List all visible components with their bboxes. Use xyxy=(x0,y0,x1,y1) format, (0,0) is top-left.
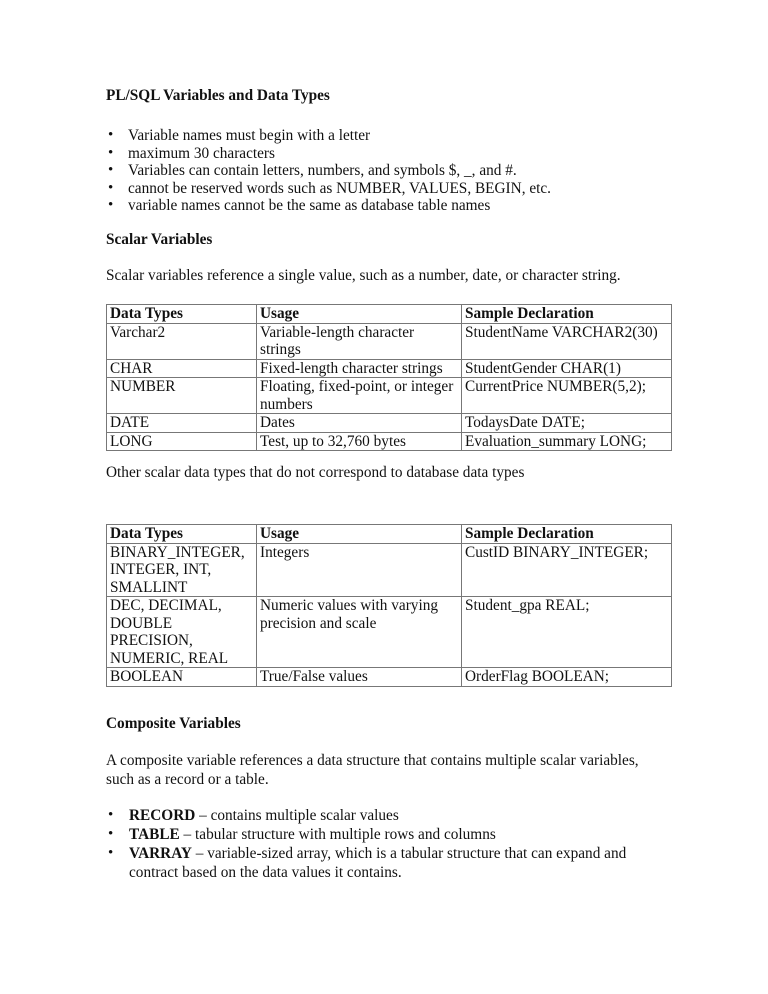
term: VARRAY xyxy=(129,845,192,862)
table-cell: OrderFlag BOOLEAN; xyxy=(462,668,672,687)
list-item: • maximum 30 characters xyxy=(106,145,666,163)
document-title: PL/SQL Variables and Data Types xyxy=(106,87,330,104)
table-cell: DEC, DECIMAL, DOUBLE PRECISION, NUMERIC, REAL xyxy=(107,597,257,668)
table-cell: Numeric values with varying precision and scale xyxy=(257,597,462,668)
table-cell: Evaluation_summary LONG; xyxy=(462,432,672,451)
composite-types-list xyxy=(106,806,666,882)
term-description: – variable-sized array, which is a tabular structure that can expand and contract based on the data values it contains. xyxy=(129,845,627,881)
list-item: • variable names cannot be the same as database table names xyxy=(106,197,666,215)
table-header-row xyxy=(107,305,672,324)
table-header-cell: Data Types xyxy=(107,525,257,544)
list-item xyxy=(106,844,666,882)
table-cell: TodaysDate DATE; xyxy=(462,414,672,433)
list-item xyxy=(106,806,666,825)
term: RECORD xyxy=(129,807,196,824)
list-item: • Variables can contain letters, numbers, and symbols $, _, and #. xyxy=(106,162,666,180)
table-row xyxy=(107,378,672,414)
table-row xyxy=(107,597,672,668)
table-cell: BINARY_INTEGER, INTEGER, INT, SMALLINT xyxy=(107,543,257,597)
table-cell: Integers xyxy=(257,543,462,597)
composite-intro: A composite variable references a data structure that contains multiple scalar variables, such as a record or a table. xyxy=(106,752,639,788)
table-row xyxy=(107,543,672,597)
other-scalar-table xyxy=(106,524,672,687)
table-header-cell: Data Types xyxy=(107,305,257,324)
table-header-cell: Usage xyxy=(257,305,462,324)
list-item xyxy=(106,825,666,844)
table-cell: CustID BINARY_INTEGER; xyxy=(462,543,672,597)
table-row xyxy=(107,323,672,359)
other-scalar-intro: Other scalar data types that do not correspond to database data types xyxy=(106,464,525,481)
scalar-intro: Scalar variables reference a single value, such as a number, date, or character string. xyxy=(106,267,621,284)
table-cell: NUMBER xyxy=(107,378,257,414)
table-row xyxy=(107,432,672,451)
table-cell: LONG xyxy=(107,432,257,451)
list-item: • Variable names must begin with a letter xyxy=(106,127,666,145)
table-cell: True/False values xyxy=(257,668,462,687)
naming-rules-list xyxy=(106,127,666,215)
scalar-heading: Scalar Variables xyxy=(106,231,213,248)
term: TABLE xyxy=(129,826,180,843)
term-description: – tabular structure with multiple rows and columns xyxy=(179,826,496,843)
table-cell: Fixed-length character strings xyxy=(257,359,462,378)
table-cell: Student_gpa REAL; xyxy=(462,597,672,668)
table-header-cell: Sample Declaration xyxy=(462,305,672,324)
table-cell: Variable-length character strings xyxy=(257,323,462,359)
table-cell: StudentName VARCHAR2(30) xyxy=(462,323,672,359)
table-cell: DATE xyxy=(107,414,257,433)
composite-heading: Composite Variables xyxy=(106,715,241,732)
table-row xyxy=(107,668,672,687)
table-cell: Varchar2 xyxy=(107,323,257,359)
scalar-table xyxy=(106,304,672,451)
table-cell: CHAR xyxy=(107,359,257,378)
table-cell: BOOLEAN xyxy=(107,668,257,687)
table-row xyxy=(107,359,672,378)
table-cell: StudentGender CHAR(1) xyxy=(462,359,672,378)
table-cell: Test, up to 32,760 bytes xyxy=(257,432,462,451)
table-header-cell: Sample Declaration xyxy=(462,525,672,544)
table-cell: Floating, fixed-point, or integer numbers xyxy=(257,378,462,414)
list-item: • cannot be reserved words such as NUMBER, VALUES, BEGIN, etc. xyxy=(106,180,666,198)
table-row xyxy=(107,414,672,433)
table-header-cell: Usage xyxy=(257,525,462,544)
table-cell: Dates xyxy=(257,414,462,433)
table-cell: CurrentPrice NUMBER(5,2); xyxy=(462,378,672,414)
term-description: – contains multiple scalar values xyxy=(195,807,399,824)
table-header-row xyxy=(107,525,672,544)
